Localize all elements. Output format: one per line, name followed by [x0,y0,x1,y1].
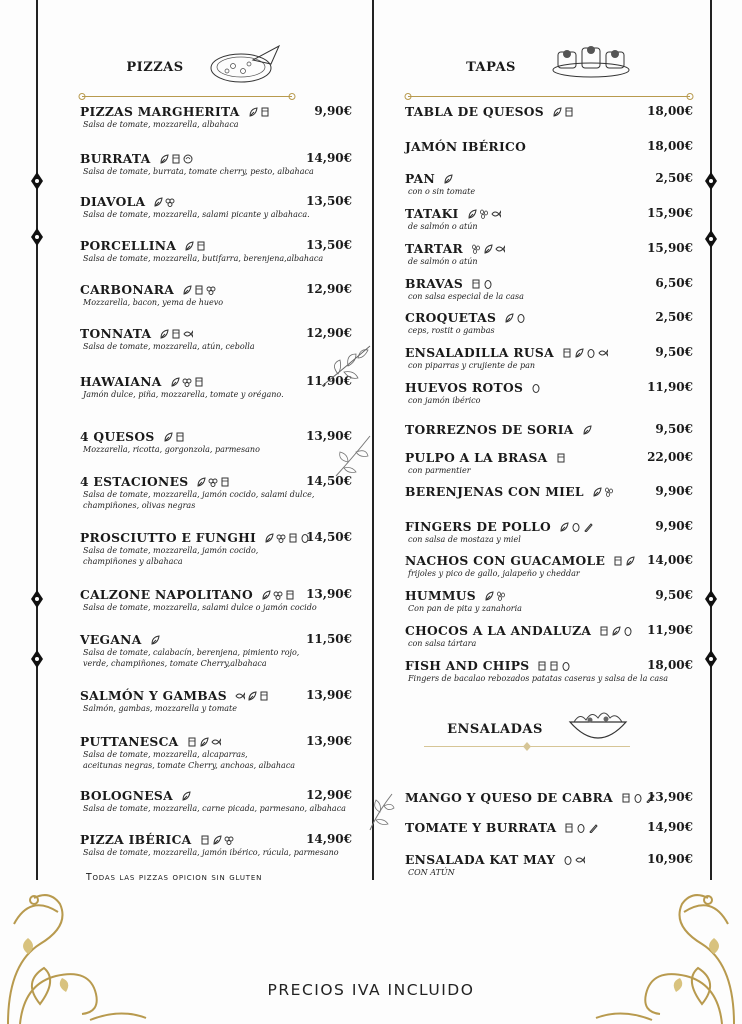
menu-item-description: con salsa especial de la casa [408,292,524,301]
leaf-icon [182,285,192,295]
menu-item-price: 22,00€ [647,450,693,464]
menu-item-name: CROQUETAS [405,310,497,325]
menu-item-name: TORREZNOS DE SORIA [405,422,574,437]
leaf-icon [199,737,209,747]
leaf-icon [261,590,271,600]
menu-item [405,422,693,437]
allergen-icons [181,791,191,801]
egg-icon [483,279,493,289]
leaf-icon [153,197,163,207]
egg-icon [576,823,586,833]
menu-item-name: BURRATA [80,151,151,166]
menu-item-name: FINGERS DE POLLO [405,519,552,534]
menu-item-description: con parmentier [408,466,471,475]
menu-item-name: SALMÓN Y GAMBAS [80,688,227,703]
eggs-icon [206,285,216,295]
box-icon [599,626,609,636]
box-icon [285,590,295,600]
box-icon [556,453,566,463]
box-icon [564,823,574,833]
allergen-icons [235,691,269,701]
menu-item [405,588,693,614]
menu-item-price: 12,90€ [306,788,352,802]
allergen-icons [187,737,221,747]
menu-item [405,484,693,499]
menu-item [80,688,352,714]
box-icon [194,377,204,387]
right-diamond-ornament [705,172,717,190]
menu-item-name: BOLOGNESA [80,788,173,803]
menu-item-price: 14,50€ [306,474,352,488]
menu-item [405,450,693,476]
menu-item-name: PORCELLINA [80,238,177,253]
menu-item-price: 10,90€ [647,852,693,866]
menu-item-price: 9,90€ [655,519,693,533]
leaf-icon [582,425,592,435]
eggs-icon [165,197,175,207]
menu-item-name: CARBONARA [80,282,175,297]
salad-bowl-sketch-icon [566,706,630,746]
allergen-icons [443,174,453,184]
menu-item-description: de salmón o atún [408,257,478,266]
left-diamond-ornament [31,228,43,246]
menu-item [80,374,352,400]
leaf-icon [196,477,206,487]
menu-item-price: 13,90€ [306,429,352,443]
menu-item-description: Salsa de tomate, mozzarella, alcaparras, [83,750,248,759]
menu-item-name: ENSALADILLA RUSA [405,345,554,360]
menu-item [405,276,693,302]
leaf-icon [552,107,562,117]
menu-item-name: TABLA DE QUESOS [405,104,544,119]
menu-item [80,326,352,352]
menu-item-price: 2,50€ [655,171,693,185]
menu-item-description: Salsa de tomate, burrata, tomate cherry, pesto, albahaca [83,167,314,176]
box-icon [621,793,631,803]
leaf-icon [159,329,169,339]
box-icon [187,737,197,747]
menu-item-name: JAMÓN IBÉRICO [405,139,527,154]
menu-item-description: Salsa de tomate, mozzarella, atún, cebolla [83,342,255,351]
box-icon [564,107,574,117]
menu-item-price: 18,00€ [647,104,693,118]
menu-item-description: champiñones, olivas negras [83,501,196,510]
menu-item-price: 9,90€ [314,104,352,118]
menu-item [405,623,693,649]
fish-icon [575,855,585,865]
fish-icon [598,348,608,358]
menu-item-name: FISH AND CHIPS [405,658,530,673]
menu-item [80,104,352,130]
leaf-icon [264,533,274,543]
box-icon [471,279,481,289]
menu-item-price: 14,50€ [306,530,352,544]
menu-item-description: Salmón, gambas, mozzarella y tomate [83,704,237,713]
menu-item-name: PIZZAS MARGHERITA [80,104,240,119]
menu-item-name: TOMATE Y BURRATA [405,820,557,835]
menu-item-description: CON ATÚN [408,868,455,877]
allergen-icons [531,383,541,393]
tapas-sketch-icon [550,42,632,80]
box-icon [171,154,181,164]
menu-item-description: de salmón o atún [408,222,478,231]
menu-item-price: 9,90€ [655,484,693,498]
menu-item [405,345,693,371]
menu-item [405,171,693,197]
box-icon [613,556,623,566]
sesame-icon [496,591,506,601]
menu-item-description: Salsa de tomate, mozzarella, jamón ibérico, rúcula, parmesano [83,848,339,857]
menu-item-description: Con pan de pita y zanahoria [408,604,522,613]
menu-item-description: Fingers de bacalao rebozados patatas caseras y salsa de la casa [408,674,669,683]
menu-item-price: 18,00€ [647,658,693,672]
menu-item [405,658,693,684]
menu-item-description: con o sin tomate [408,187,476,196]
box-icon [260,107,270,117]
box-icon [194,285,204,295]
menu-item-price: 13,50€ [306,238,352,252]
left-diamond-ornament [31,590,43,608]
menu-item-price: 14,90€ [306,151,352,165]
allergen-icons [471,279,493,289]
allergen-icons [159,154,193,164]
menu-item-description: Salsa de tomate, mozzarella, albahaca [83,120,239,129]
egg-icon [516,313,526,323]
menu-item-price: 14,90€ [647,820,693,834]
menu-item-price: 13,90€ [306,587,352,601]
egg-icon [633,793,643,803]
allergen-icons [562,348,608,358]
allergen-icons [200,835,234,845]
menu-item [405,104,693,119]
menu-item [405,241,693,267]
menu-item-name: TATAKI [405,206,459,221]
menu-item-name: PROSCIUTTO E FUNGHI [80,530,257,545]
menu-item-name: ENSALADA KAT MAY [405,852,556,867]
menu-item [80,474,352,511]
leaf-sprig-ornament [366,792,396,832]
pizzas-heading: PIZZAS [126,60,184,75]
menu-item-name: BRAVAS [405,276,464,291]
menu-item-description: aceitunas negras, tomate Cherry, anchoas, albahaca [83,761,296,770]
egg-icon [531,383,541,393]
leaf-icon [248,107,258,117]
allergen-icons [163,432,185,442]
eggs-icon [224,835,234,845]
egg-icon [571,522,581,532]
box-icon [549,661,559,671]
leaf-icon [247,691,257,701]
menu-item [405,380,693,406]
leaf-icon [574,348,584,358]
gold-corner-ornament-left [0,884,150,1024]
menu-item-price: 13,90€ [306,688,352,702]
menu-item-price: 6,50€ [655,276,693,290]
menu-item-name: 4 QUESOS [80,429,155,444]
allergen-icons [184,241,206,251]
menu-item [80,530,352,567]
menu-item-name: CHOCOS A LA ANDALUZA [405,623,592,638]
menu-item-price: 2,50€ [655,310,693,324]
allergen-icons [556,453,566,463]
allergen-icons [504,313,526,323]
menu-item [80,151,352,177]
menu-item-description: con salsa tártara [408,639,477,648]
menu-item [80,238,352,264]
box-icon [537,661,547,671]
leaf-icon [611,626,621,636]
menu-item-description: Salsa de tomate, mozzarella, jamón cocido, salami dulce, [83,490,315,499]
menu-item [405,206,693,232]
allergen-icons [563,855,585,865]
menu-item-price: 13,90€ [647,790,693,804]
menu-item [80,632,352,669]
allergen-icons [552,107,574,117]
egg-icon [586,348,596,358]
sesame-icon [604,487,614,497]
left-border-line [36,0,38,880]
allergen-icons [248,107,270,117]
menu-item-price: 18,00€ [647,139,693,153]
menu-item [405,852,693,878]
menu-item-name: TARTAR [405,241,464,256]
allergen-icons [153,197,175,207]
menu-item [80,734,352,771]
box-icon [171,329,181,339]
menu-item-name: HAWAIANA [80,374,162,389]
pen-icon [583,522,593,532]
menu-item-name: VEGANA [80,632,142,647]
leaf-icon [467,209,477,219]
right-diamond-ornament [705,230,717,248]
allergen-icons [150,635,160,645]
menu-item-price: 12,90€ [306,326,352,340]
leaf-icon [184,241,194,251]
menu-item-name: TONNATA [80,326,152,341]
box-icon [200,835,210,845]
eggs-icon [276,533,286,543]
right-border-line [710,0,712,880]
allergen-icons [467,209,501,219]
leaf-icon [559,522,569,532]
eggs-icon [273,590,283,600]
menu-item-price: 9,50€ [655,422,693,436]
allergen-icons [471,244,505,254]
menu-item-description: Jamón dulce, piña, mozzarella, tomate y orégano. [83,390,284,399]
leaf-icon [504,313,514,323]
menu-item-description: Salsa de tomate, mozzarella, salami picante y albahaca. [83,210,310,219]
gluten-free-note: Todas las pizzas opicion sin gluten [86,872,263,883]
vat-included-footer: PRECIOS IVA INCLUIDO [267,981,475,999]
allergen-icons [261,590,295,600]
fish-icon [211,737,221,747]
ensaladas-heading: ENSALADAS [447,722,543,737]
allergen-icons [592,487,614,497]
allergen-icons [484,591,506,601]
menu-item-name: PULPO A LA BRASA [405,450,548,465]
allergen-icons [537,661,571,671]
sesame-icon [471,244,481,254]
menu-item [80,194,352,220]
menu-item-name: HUEVOS ROTOS [405,380,524,395]
menu-item-description: con piparras y crujiente de pan [408,361,536,370]
leaf-icon [483,244,493,254]
menu-item-price: 14,00€ [647,553,693,567]
menu-item-price: 13,50€ [306,194,352,208]
menu-item-description: Salsa de tomate, mozzarella, salami dulce o jamón cocido [83,603,317,612]
allergen-icons [182,285,216,295]
egg-icon [563,855,573,865]
gold-corner-ornament-right [592,884,742,1024]
menu-item-description: con salsa de mostaza y miel [408,535,521,544]
menu-item [405,553,693,579]
menu-item-name: PAN [405,171,436,186]
menu-item [405,519,693,545]
allergen-icons [159,329,193,339]
menu-item-description: frijoles y pico de gallo, jalapeño y cheddar [408,569,580,578]
leaf-icon [592,487,602,497]
menu-item-name: CALZONE NAPOLITANO [80,587,254,602]
menu-item-description: verde, champiñones, tomate Cherry,albahaca [83,659,267,668]
fish-icon [491,209,501,219]
menu-item-price: 14,90€ [306,832,352,846]
box-icon [288,533,298,543]
menu-item-name: HUMMUS [405,588,476,603]
nut-icon [183,154,193,164]
menu-item-name: 4 ESTACIONES [80,474,189,489]
menu-item-price: 12,90€ [306,282,352,296]
pen-icon [588,823,598,833]
menu-item [80,587,352,613]
menu-item-description: champiñones y albahaca [83,557,183,566]
left-diamond-ornament [31,650,43,668]
box-icon [259,691,269,701]
left-diamond-ornament [31,172,43,190]
menu-item [80,832,352,858]
menu-item-description: ceps, rostit o gambas [408,326,495,335]
menu-item-name: DIAVOLA [80,194,146,209]
allergen-icons [170,377,204,387]
allergen-icons [599,626,633,636]
leaf-icon [625,556,635,566]
leaf-icon [212,835,222,845]
sesame-icon [479,209,489,219]
allergen-icons [196,477,230,487]
menu-item [80,788,352,814]
allergen-icons [613,556,635,566]
pizza-sketch-icon [205,38,283,86]
leaf-icon [170,377,180,387]
allergen-icons [559,522,593,532]
menu-item [80,429,352,455]
menu-item-price: 11,90€ [647,380,693,394]
box-icon [562,348,572,358]
menu-item [405,820,693,835]
tapas-gold-rule [404,92,694,101]
menu-item-name: BERENJENAS CON MIEL [405,484,584,499]
menu-item-description: Salsa de tomate, mozzarella, carne picada, parmesano, albahaca [83,804,346,813]
menu-item-description: Salsa de tomate, mozzarella, butifarra, berenjena,albahaca [83,254,324,263]
ensaladas-gold-rule [424,742,630,751]
menu-item [405,310,693,336]
egg-icon [561,661,571,671]
menu-item-price: 11,90€ [306,374,352,388]
menu-item-description: Mozzarella, bacon, yema de huevo [83,298,224,307]
leaf-sprig-ornament [330,432,374,480]
menu-item-price: 11,50€ [306,632,352,646]
leaf-icon [443,174,453,184]
allergen-icons [564,823,598,833]
menu-item-price: 15,90€ [647,241,693,255]
tapas-heading: TAPAS [466,60,516,75]
leaf-icon [163,432,173,442]
eggs-icon [208,477,218,487]
menu-item-price: 11,90€ [647,623,693,637]
menu-item-description: Mozzarella, ricotta, gorgonzola, parmesano [83,445,260,454]
fish-icon [495,244,505,254]
box-icon [175,432,185,442]
menu-item-description: Salsa de tomate, mozzarella, jamón cocido, [83,546,259,555]
right-diamond-ornament [705,650,717,668]
egg-icon [623,626,633,636]
eggs-icon [182,377,192,387]
pizzas-gold-rule [78,92,296,101]
box-icon [196,241,206,251]
leaf-icon [150,635,160,645]
menu-item-name: PUTTANESCA [80,734,179,749]
menu-item-name: MANGO Y QUESO DE CABRA [405,790,614,805]
box-icon [220,477,230,487]
menu-item-description: Salsa de tomate, calabacín, berenjena, pimiento rojo, [83,648,300,657]
leaf-icon [181,791,191,801]
menu-item-description: con jamón ibérico [408,396,481,405]
menu-item-price: 15,90€ [647,206,693,220]
leaf-icon [159,154,169,164]
menu-item-name: PIZZA IBÉRICA [80,832,192,847]
fish-icon [183,329,193,339]
menu-item-price: 9,50€ [655,345,693,359]
leaf-icon [484,591,494,601]
menu-item [405,139,693,154]
menu-item-price: 9,50€ [655,588,693,602]
leaf-sprig-ornament [318,340,374,390]
fish-icon [235,691,245,701]
menu-item-price: 13,90€ [306,734,352,748]
allergen-icons [582,425,592,435]
menu-item [405,790,693,805]
right-diamond-ornament [705,590,717,608]
menu-item-name: NACHOS CON GUACAMOLE [405,553,606,568]
allergen-icons [264,533,310,543]
menu-item [80,282,352,308]
